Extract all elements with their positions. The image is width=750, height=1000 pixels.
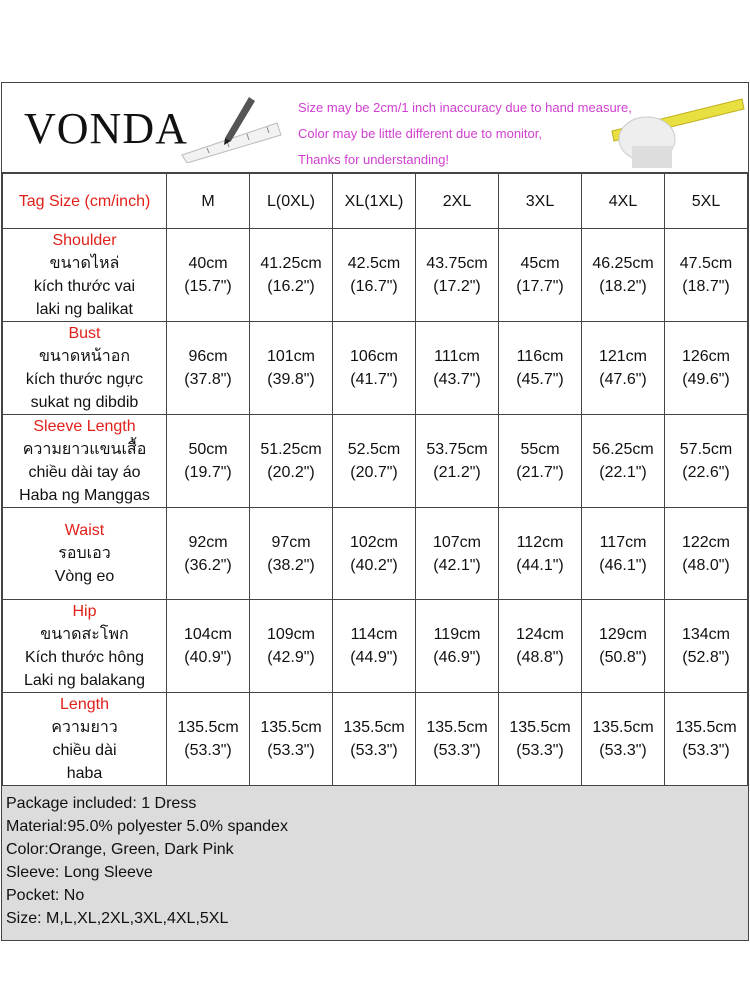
measure-cell (499, 322, 582, 415)
size-header: 4XL (582, 174, 665, 229)
value-inch: (19.7") (184, 464, 232, 481)
measure-translation: ขนาดไหล่ (49, 255, 120, 272)
measure-cell (582, 229, 665, 322)
measure-translation: ขนาดสะโพก (40, 626, 129, 643)
measure-translation: ความยาว (51, 719, 118, 736)
tag-size-header: Tag Size (cm/inch) (3, 174, 167, 229)
value-cm: 122cm (681, 533, 731, 551)
value-cm: 135.5cm (592, 719, 654, 736)
measure-cell (499, 693, 582, 786)
size-header: L(0XL) (250, 174, 333, 229)
value-inch: (38.2") (267, 556, 315, 574)
table-row (3, 322, 748, 415)
value-inch: (21.2") (433, 464, 481, 481)
size-header: XL(1XL) (333, 174, 416, 229)
measure-cell (665, 322, 748, 415)
value-cm: 106cm (349, 348, 399, 365)
product-info (2, 786, 748, 940)
value-cm: 47.5cm (679, 255, 733, 272)
measure-label (3, 415, 167, 508)
measure-translation: kích thước vai (33, 278, 136, 295)
banner (2, 83, 748, 173)
measure-translation: sukat ng dibdib (30, 394, 139, 411)
measure-cell (665, 229, 748, 322)
measure-cell (167, 229, 250, 322)
measure-cell (167, 508, 250, 600)
value-inch: (42.9") (267, 649, 315, 666)
value-cm: 134cm (681, 626, 731, 643)
value-cm: 135.5cm (675, 719, 737, 736)
measure-translation: ขนาดหน้าอก (38, 348, 130, 365)
value-cm: 45cm (520, 255, 560, 272)
value-inch: (48.8") (516, 649, 564, 666)
measure-name: Hip (72, 603, 97, 620)
value-cm: 56.25cm (592, 441, 654, 458)
value-inch: (22.6") (682, 464, 730, 481)
value-cm: 109cm (266, 626, 316, 643)
table-row (3, 229, 748, 322)
measure-cell (250, 693, 333, 786)
measure-cell (416, 693, 499, 786)
value-cm: 107cm (432, 533, 482, 551)
value-inch: (46.9") (433, 649, 481, 666)
measure-cell (250, 415, 333, 508)
measure-cell (582, 322, 665, 415)
size-header: M (167, 174, 250, 229)
value-cm: 124cm (515, 626, 565, 643)
value-inch: (20.7") (350, 464, 398, 481)
value-inch: (46.1") (599, 556, 647, 574)
measure-name: Waist (64, 522, 105, 539)
value-cm: 46.25cm (592, 255, 654, 272)
value-cm: 112cm (516, 533, 564, 551)
value-cm: 101cm (266, 348, 316, 365)
size-header: 2XL (416, 174, 499, 229)
note-line: Size may be 2cm/1 inch inaccuracy due to hand measure, (298, 100, 632, 115)
measure-cell (333, 229, 416, 322)
measure-label (3, 600, 167, 693)
size-chart (1, 82, 749, 941)
value-inch: (40.2") (350, 556, 398, 574)
value-inch: (16.2") (267, 278, 315, 295)
value-inch: (52.8") (682, 649, 730, 666)
table-header-row (3, 174, 748, 229)
measure-name: Bust (68, 325, 101, 342)
measure-cell (499, 229, 582, 322)
measure-cell (250, 322, 333, 415)
measure-cell (333, 693, 416, 786)
size-table (2, 173, 748, 786)
value-cm: 57.5cm (679, 441, 733, 458)
measure-label (3, 322, 167, 415)
measure-cell (333, 322, 416, 415)
value-inch: (49.6") (682, 371, 730, 388)
value-cm: 121cm (598, 348, 648, 365)
measure-cell (250, 600, 333, 693)
measure-cell (582, 508, 665, 600)
pencil-ruler-icon (177, 93, 287, 163)
info-line: Package included: 1 Dress (6, 795, 197, 812)
value-inch: (22.1") (599, 464, 647, 481)
measure-translation: chiều dài (52, 742, 117, 759)
value-inch: (36.2") (184, 556, 232, 574)
value-cm: 114cm (350, 626, 398, 643)
value-cm: 42.5cm (347, 255, 401, 272)
value-cm: 52.5cm (347, 441, 401, 458)
measure-name: Shoulder (52, 232, 117, 249)
value-cm: 97cm (271, 533, 311, 551)
value-cm: 51.25cm (260, 441, 322, 458)
value-cm: 96cm (188, 348, 228, 365)
value-inch: (20.2") (267, 464, 315, 481)
table-row (3, 508, 748, 600)
value-cm: 92cm (188, 533, 228, 551)
value-inch: (48.0") (682, 556, 730, 574)
measure-cell (167, 600, 250, 693)
value-inch: (15.7") (184, 278, 232, 295)
size-header: 3XL (499, 174, 582, 229)
measure-cell (167, 415, 250, 508)
note-line: Color may be little different due to monitor, (298, 126, 542, 141)
value-inch: (37.8") (184, 371, 232, 388)
value-cm: 135.5cm (426, 719, 488, 736)
value-cm: 43.75cm (426, 255, 488, 272)
value-inch: (40.9") (184, 649, 232, 666)
measure-cell (167, 693, 250, 786)
info-line: Sleeve: Long Sleeve (6, 864, 153, 881)
size-header: 5XL (665, 174, 748, 229)
value-cm: 50cm (188, 441, 228, 458)
value-inch: (43.7") (433, 371, 481, 388)
measure-translation: ความยาวแขนเสื้อ (22, 441, 147, 458)
measure-translation: Haba ng Manggas (19, 487, 150, 504)
note-line: Thanks for understanding! (298, 152, 450, 167)
table-row (3, 600, 748, 693)
measure-label (3, 693, 167, 786)
value-cm: 135.5cm (509, 719, 571, 736)
value-cm: 119cm (433, 626, 481, 643)
value-inch: (50.8") (599, 649, 647, 666)
measure-cell (499, 600, 582, 693)
measure-translation: รอบเอว (58, 545, 111, 562)
measure-cell (665, 508, 748, 600)
measure-cell (582, 415, 665, 508)
measure-translation: chiều dài tay áo (28, 464, 141, 481)
value-cm: 104cm (183, 626, 233, 643)
value-inch: (53.3") (682, 742, 730, 759)
value-inch: (53.3") (599, 742, 647, 759)
value-cm: 41.25cm (260, 255, 322, 272)
value-inch: (53.3") (267, 742, 315, 759)
measure-translation: Vòng eo (54, 568, 115, 585)
measure-cell (499, 415, 582, 508)
value-inch: (17.2") (433, 278, 481, 295)
measure-cell (665, 600, 748, 693)
brand-logo: VONDA (24, 104, 188, 153)
measure-translation: haba (66, 765, 103, 782)
value-inch: (41.7") (350, 371, 398, 388)
info-line: Size: M,L,XL,2XL,3XL,4XL,5XL (6, 910, 229, 927)
value-inch: (53.3") (516, 742, 564, 759)
value-cm: 53.75cm (426, 441, 488, 458)
measure-name: Sleeve Length (33, 418, 136, 435)
measure-cell (499, 508, 582, 600)
value-cm: 111cm (434, 348, 480, 365)
info-line: Pocket: No (6, 887, 85, 904)
value-inch: (42.1") (433, 556, 481, 574)
measure-cell (582, 693, 665, 786)
value-cm: 117cm (599, 533, 647, 551)
value-inch: (44.1") (516, 556, 564, 574)
measure-cell (416, 600, 499, 693)
value-inch: (39.8") (267, 371, 315, 388)
measure-cell (416, 508, 499, 600)
table-row (3, 415, 748, 508)
measure-name: Length (60, 696, 109, 713)
disclaimer-notes (298, 95, 632, 173)
value-inch: (45.7") (516, 371, 564, 388)
measure-cell (333, 415, 416, 508)
measure-label (3, 508, 167, 600)
table-row (3, 693, 748, 786)
measure-cell (665, 415, 748, 508)
value-inch: (44.9") (350, 649, 398, 666)
info-line: Color:Orange, Green, Dark Pink (6, 841, 234, 858)
value-inch: (53.3") (184, 742, 232, 759)
measure-label (3, 229, 167, 322)
measure-cell (167, 322, 250, 415)
info-line: Material:95.0% polyester 5.0% spandex (6, 818, 288, 835)
value-cm: 135.5cm (177, 719, 239, 736)
value-inch: (18.2") (599, 278, 647, 295)
measure-translation: Laki ng balakang (24, 672, 145, 689)
value-inch: (18.7") (682, 278, 730, 295)
value-inch: (47.6") (599, 371, 647, 388)
measure-cell (665, 693, 748, 786)
measure-cell (416, 322, 499, 415)
measure-cell (250, 229, 333, 322)
value-cm: 102cm (349, 533, 399, 551)
measure-cell (333, 508, 416, 600)
value-cm: 126cm (681, 348, 731, 365)
value-cm: 135.5cm (343, 719, 405, 736)
measure-cell (582, 600, 665, 693)
value-inch: (17.7") (516, 278, 564, 295)
value-cm: 116cm (516, 348, 564, 365)
value-inch: (21.7") (516, 464, 564, 481)
measure-cell (250, 508, 333, 600)
value-cm: 135.5cm (260, 719, 322, 736)
value-inch: (53.3") (350, 742, 398, 759)
value-inch: (16.7") (350, 278, 398, 295)
measure-translation: Kích thước hông (24, 649, 145, 666)
measure-cell (416, 229, 499, 322)
measure-cell (416, 415, 499, 508)
measure-translation: laki ng balikat (36, 301, 133, 318)
measure-cell (333, 600, 416, 693)
measure-translation: kích thước ngực (25, 371, 144, 388)
value-inch: (53.3") (433, 742, 481, 759)
value-cm: 129cm (598, 626, 648, 643)
tape-measure-hand-icon (602, 91, 747, 169)
value-cm: 55cm (520, 441, 560, 458)
value-cm: 40cm (188, 255, 228, 272)
